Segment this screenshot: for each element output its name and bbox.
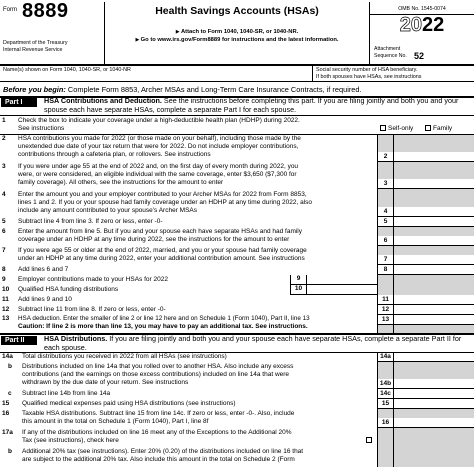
line-12-amount[interactable] xyxy=(393,305,474,315)
shaded-cell xyxy=(393,275,474,295)
line-6-number: 6 xyxy=(2,228,6,235)
line-2-text-2: unextended due date of your tax return that were for 2022. Do not include employer contributions, xyxy=(18,143,299,150)
line-12-text: Subtract line 11 from line 8. If zero or less, enter -0- xyxy=(18,306,166,313)
line-2-box-label: 2 xyxy=(377,152,393,162)
attach-instruction xyxy=(105,29,369,35)
line-14b-text-3: withdrawn by the due date of your return. See instructions xyxy=(22,379,189,386)
line-1-text: Check the box to indicate your coverage under a high-deductible health plan (HDHP) during 2022. xyxy=(18,117,300,124)
arrow-right-icon: ▶ xyxy=(175,29,181,35)
line-14c-box-label: 14c xyxy=(377,389,393,399)
line-15-box-label: 15 xyxy=(377,399,393,409)
family-label: Family xyxy=(433,125,453,132)
sequence-label: Sequence No. xyxy=(374,52,407,59)
line-16-text: Taxable HSA distributions. Subtract line 15 from line 14c. If zero or less, enter -0-. Also, include xyxy=(22,410,295,417)
line-2-text: HSA contributions you made for 2022 (or those made on your behalf), including those made by the xyxy=(18,135,301,142)
line-17a-number: 17a xyxy=(2,429,13,436)
line-5-amount[interactable] xyxy=(393,217,474,227)
line-4-text-2: lines 1 and 2. If you or your spouse had family coverage under an HDHP at any time during 2022, also xyxy=(18,199,312,206)
ssn-label xyxy=(316,67,421,80)
line-9-box-label: 9 xyxy=(290,275,306,285)
shaded-cell xyxy=(393,409,474,418)
line-17a-option[interactable] xyxy=(366,437,374,445)
line-17a-checkbox[interactable] xyxy=(366,437,372,443)
line-2-amount[interactable] xyxy=(393,152,474,162)
line-6-amount[interactable] xyxy=(393,236,474,246)
department xyxy=(3,40,67,54)
line-15-number: 15 xyxy=(2,400,10,407)
line-11-text: Add lines 9 and 10 xyxy=(18,296,72,303)
line-17a-text: If any of the distributions included on line 16 meet any of the Exceptions to the Additional 20% xyxy=(22,429,292,436)
line-3-text-2: were, or were considered, an eligible individual with the same coverage, enter $3,650 ($7,300 for xyxy=(18,171,297,178)
shaded-cell xyxy=(393,162,474,179)
line-12-box-label: 12 xyxy=(377,305,393,315)
line-11-amount[interactable] xyxy=(393,295,474,305)
line-4-amount[interactable] xyxy=(393,207,474,217)
line-14a-text: Total distributions you received in 2022 from all HSAs (see instructions) xyxy=(22,353,227,360)
line-7-text: If you were age 55 or older at the end of 2022, married, and you or your spouse had family coverage xyxy=(18,247,307,254)
part-2-title: HSA Distributions. xyxy=(44,334,108,343)
shaded-cell xyxy=(377,227,393,236)
shaded-cell xyxy=(393,325,474,333)
line-6-text: Enter the amount from line 5. But if you and your spouse each have separate HSAs and had family xyxy=(18,228,302,235)
self-only-option[interactable] xyxy=(380,125,413,133)
form-number: 8889 xyxy=(22,0,69,22)
part-2-heading xyxy=(44,335,472,352)
line-14a-number: 14a xyxy=(2,353,13,360)
form-title: Health Savings Accounts (HSAs) xyxy=(155,5,319,17)
line-8-number: 8 xyxy=(2,266,6,273)
line-12-number: 12 xyxy=(2,306,10,313)
arrow-right-icon: ▶ xyxy=(135,37,141,43)
part-1-heading xyxy=(44,97,472,114)
shaded-cell xyxy=(377,135,393,152)
line-4-number: 4 xyxy=(2,191,6,198)
line-13-amount[interactable] xyxy=(393,315,474,325)
ssn-field[interactable] xyxy=(312,66,474,82)
part-2-desc: If you are filing jointly and both you and your spouse each have separate HSAs, complete a separate Part II for each spouse. xyxy=(44,334,462,352)
divider xyxy=(0,115,474,116)
part-2-tag: Part II xyxy=(1,336,37,345)
shaded-cell xyxy=(377,362,393,379)
attach-text: Attach to Form 1040, 1040-SR, or 1040-NR. xyxy=(180,29,299,35)
shaded-cell xyxy=(377,447,393,467)
name-label: Name(s) shown on Form 1040, 1040-SR, or 1040-NR xyxy=(3,67,131,73)
line-11-number: 11 xyxy=(2,296,9,303)
line-1-text-2: See instructions xyxy=(18,125,65,132)
form-id-box xyxy=(0,2,105,64)
before-text: Complete Form 8853, Archer MSAs and Long-Term Care Insurance Contracts, if required. xyxy=(65,85,362,94)
line-13-box-label: 13 xyxy=(377,315,393,325)
name-row xyxy=(0,66,474,82)
ssn-label-line-2: If both spouses have HSAs, see instructions xyxy=(316,73,422,80)
line-3-number: 3 xyxy=(2,163,6,170)
line-7-amount[interactable] xyxy=(393,255,474,265)
line-16-box-label: 16 xyxy=(377,418,393,428)
family-option[interactable] xyxy=(425,125,452,133)
line-17b-number: b xyxy=(8,448,12,455)
line-5-number: 5 xyxy=(2,218,6,225)
shaded-cell xyxy=(377,428,393,447)
line-9-amount[interactable] xyxy=(306,275,377,285)
line-14b-number: b xyxy=(8,363,12,370)
line-9-text: Employer contributions made to your HSAs for 2022 xyxy=(18,276,168,283)
line-14a-amount[interactable] xyxy=(393,352,474,362)
self-only-label: Self-only xyxy=(388,125,414,132)
ssn-label-line-1: Social security number of HSA beneficiary. xyxy=(316,67,418,73)
goto-text[interactable]: Go to www.irs.gov/Form8889 for instructions and the latest information. xyxy=(140,37,339,43)
line-5-box-label: 5 xyxy=(377,217,393,227)
line-15-text: Qualified medical expenses paid using HSA distributions (see instructions) xyxy=(22,400,236,407)
omb-number: OMB No. 1545-0074 xyxy=(370,6,474,15)
line-9-number: 9 xyxy=(2,276,6,283)
line-16-text-2: this amount in the total on Schedule 1 (Form 1040), Part I, line 8f xyxy=(22,418,209,425)
line-7-number: 7 xyxy=(2,247,6,254)
shaded-cell xyxy=(377,189,393,207)
line-3-box-label: 3 xyxy=(377,179,393,189)
line-6-text-2: coverage under an HDHP at any time during 2022, see the instructions for the amount to enter xyxy=(18,236,290,243)
shaded-cell xyxy=(393,189,474,207)
attachment-sequence xyxy=(374,46,407,59)
line-4-text-3: include any amount contributed to your spouse's Archer MSAs xyxy=(18,207,198,214)
line-13-number: 13 xyxy=(2,315,10,322)
year-part-2: 22 xyxy=(422,14,445,36)
line-16-number: 16 xyxy=(2,410,10,417)
line-13-text: HSA deduction. Enter the smaller of line 2 or line 12 here and on Schedule 1 (Form 1040), Part II, line 13 xyxy=(18,315,310,322)
line-1-number: 1 xyxy=(2,117,6,124)
tax-year xyxy=(370,14,474,37)
before-bold: Before you begin: xyxy=(3,85,66,94)
omb-box xyxy=(369,2,474,64)
shaded-cell xyxy=(377,325,393,333)
part-1-tag: Part I xyxy=(1,98,37,107)
shaded-cell xyxy=(377,275,393,295)
line-11-box-label: 11 xyxy=(377,295,393,305)
part-1-desc: See the instructions before completing this part. If you are filing jointly and both you and your spouse each have separate HSAs, complete a separate Part I for each spouse. xyxy=(44,96,459,114)
shaded-cell xyxy=(393,246,474,255)
attachment-label: Attachment xyxy=(374,46,401,52)
department-line-1: Department of the Treasury xyxy=(3,40,68,46)
sequence-number: 52 xyxy=(414,51,425,61)
line-10-amount[interactable] xyxy=(306,285,377,295)
form-header xyxy=(0,2,474,66)
shaded-cell xyxy=(377,162,393,179)
goto-instruction xyxy=(105,37,369,43)
line-8-amount[interactable] xyxy=(393,265,474,275)
line-14b-text-2: contributions (and the earnings on those excess contributions) included on line 14a that were xyxy=(22,371,290,378)
line-13-caution: Caution: If line 2 is more than line 13, you may have to pay an additional tax. See instructions. xyxy=(18,323,308,330)
line-14b-amount[interactable] xyxy=(393,379,474,389)
department-line-2: Internal Revenue Service xyxy=(3,46,63,53)
line-10-box-label: 10 xyxy=(290,285,306,295)
line-3-text-3: family coverage). All others, see the instructions for the amount to enter xyxy=(18,179,224,186)
self-only-checkbox[interactable] xyxy=(380,125,386,131)
line-4-box-label: 4 xyxy=(377,207,393,217)
line-14b-text: Distributions included on line 14a that you rolled over to another HSA. Also include any excess xyxy=(22,363,294,370)
line-10-number: 10 xyxy=(2,286,10,293)
shaded-cell xyxy=(393,447,474,467)
form-word: Form xyxy=(3,7,17,13)
line-17b-text: Additional 20% tax (see instructions). Enter 20% (0.20) of the distributions included on line 16 that xyxy=(22,448,304,455)
line-8-box-label: 8 xyxy=(377,265,393,275)
line-5-text: Subtract line 4 from line 3. If zero or less, enter -0- xyxy=(18,218,163,225)
line-16-amount[interactable] xyxy=(393,418,474,428)
line-7-box-label: 7 xyxy=(377,255,393,265)
line-14c-number: c xyxy=(8,390,12,397)
line-6-box-label: 6 xyxy=(377,236,393,246)
line-14c-amount[interactable] xyxy=(393,389,474,399)
line-3-text: If you were under age 55 at the end of 2022 and, on the first day of every month during 2022, you xyxy=(18,163,299,170)
shaded-cell xyxy=(393,362,474,379)
line-8-text: Add lines 6 and 7 xyxy=(18,266,69,273)
year-part-1: 20 xyxy=(399,14,422,36)
line-3-amount[interactable] xyxy=(393,179,474,189)
line-14c-text: Subtract line 14b from line 14a xyxy=(22,390,111,397)
part-1-title: HSA Contributions and Deduction. xyxy=(44,96,162,105)
line-2-text-3: contributions through a cafeteria plan, or rollovers. See instructions xyxy=(18,151,211,158)
line-10-text: Qualified HSA funding distributions xyxy=(18,286,119,293)
line-14b-box-label: 14b xyxy=(377,379,393,389)
family-checkbox[interactable] xyxy=(425,125,431,131)
shaded-cell xyxy=(393,428,474,447)
shaded-cell xyxy=(377,246,393,255)
line-7-text-2: under an HDHP at any time during 2022, enter your additional contribution amount. See instructions xyxy=(18,255,305,262)
line-14a-box-label: 14a xyxy=(377,352,393,362)
line-17b-text-2: are subject to the additional 20% tax. Also include this amount in the total on Schedule 2 (Form xyxy=(22,456,295,463)
shaded-cell xyxy=(377,409,393,418)
line-17a-text-2: Tax (see instructions), check here xyxy=(22,437,119,444)
shaded-cell xyxy=(393,135,474,152)
line-2-number: 2 xyxy=(2,135,6,142)
shaded-cell xyxy=(393,227,474,236)
before-you-begin xyxy=(3,85,362,94)
line-15-amount[interactable] xyxy=(393,399,474,409)
line-4-text: Enter the amount you and your employer contributed to your Archer MSAs for 2022 from Form 8853, xyxy=(18,191,307,198)
